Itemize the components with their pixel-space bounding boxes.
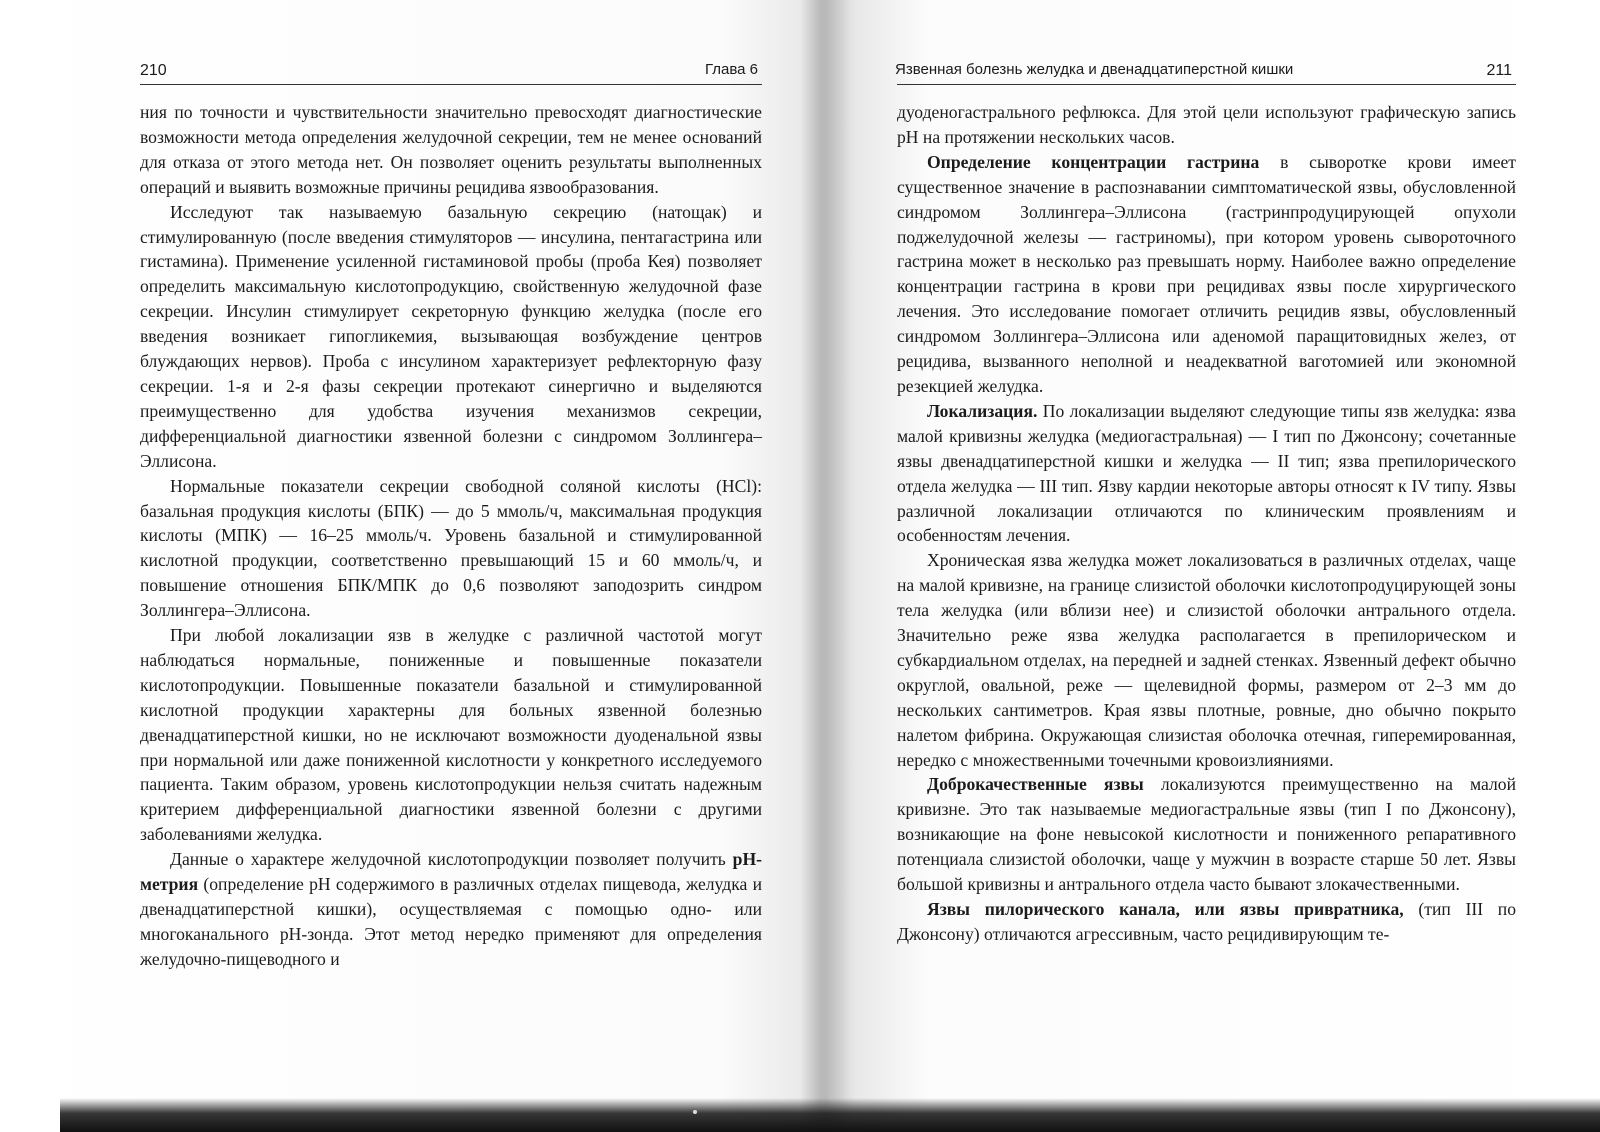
paragraph-text: дуоденогастрального рефлюкса. Для этой цели используют графическую запись рН на протяжении нескольких часов. — [897, 102, 1516, 147]
right-running-title: Язвенная болезнь желудка и двенадцатиперстной кишки — [895, 61, 1294, 78]
paragraph-text: Нормальные показатели секреции свободной соляной кислоты (HCl): базальная продукция кислоты (БПК) — до 5 ммоль/ч, максимальная продукция кислоты (МПК) — 16–25 ммоль/ч. Уровень базальной и стимулированной кислотной продукции, соответственно превышающий 15 и 60 ммоль/ч, и повышение отношения БПК/МПК до 0,6 позволяют заподозрить синдром Золлингера–Эллисона. — [140, 475, 762, 621]
paragraph — [897, 100, 1516, 150]
bold-term: Локализация. — [927, 400, 1038, 421]
right-body-text — [897, 100, 1516, 947]
paragraph-text: Данные о характере желудочной кислотопродукции позволяет получить — [170, 849, 733, 870]
paragraph — [897, 897, 1516, 947]
paragraph — [140, 100, 762, 200]
paragraph-text: (тип III по Джонсону) отличаются агрессивным, часто рецидивирующим те- — [897, 899, 1516, 944]
bold-term: рН-метрия — [140, 849, 762, 895]
paragraph-text: Исследуют так называемую базальную секрецию (натощак) и стимулированную (после введения стимуляторов — инсулина, пентагастрина или гистамина). Применение усиленной гистаминовой пробы (проба Кея) позволяет определить максимальную кислотопродукцию, свойственную желудочной фазе секреции. Инсулин стимулирует секреторную функцию желудка (после его введения возникает гипогликемия, вызывающая возбуждение центров блуждающих нервов). Проба с инсулином характеризует рефлекторную фазу секреции. 1-я и 2-я фазы секреции протекают синергично и выделяются преимущественно для удобства изучения механизмов секреции, дифференциальной диагностики язвенной болезни с синдромом Золлингера–Эллисона. — [140, 201, 762, 471]
paragraph-text: При любой локализации язв в желудке с различной частотой могут наблюдаться нормальные, пониженные и повышенные показатели кислотопродукции. Повышенные показатели базальной и стимулированной кислотной продукции характерны для больных язвенной болезнью двенадцатиперстной кишки, но не исключают возможности дуоденальной язвы при нормальной или даже пониженной кислотности у конкретного исследуемого пациента. Таким образом, уровень кислотопродукции нельзя считать надежным критерием дифференциальной диагностики язвенной болезни с другими заболеваниями желудка. — [140, 625, 762, 845]
bold-term: Определение концентрации гастрина — [927, 151, 1260, 172]
paragraph — [140, 200, 762, 474]
paragraph — [897, 772, 1516, 897]
paragraph-text: По локализации выделяют следующие типы язв желудка: язва малой кривизны желудка (медиогастральная) — I тип по Джонсону; сочетанные язвы двенадцатиперстной кишки и желудка — II тип; язва препилорического отдела желудка — III тип. Язву кардии некоторые авторы относят к IV типу. Язвы различной локализации отличаются по клиническим проявлениям и особенностям лечения. — [897, 400, 1516, 546]
paragraph-text: Хроническая язва желудка может локализоваться в различных отделах, чаще на малой кривизне, на границе слизистой оболочки кислотопродуцирующей зоны тела желудка (или вблизи нее) и слизистой оболочки антрального отдела. Значительно реже язва желудка располагается в препилорическом и субкардиальном отделах, на передней и задней стенках. Язвенный дефект обычно округлой, овальной, реже — щелевидной формы, размером от 2–3 мм до нескольких сантиметров. Края язвы плотные, ровные, дно обычно покрыто налетом фибрина. Окружающая слизистая оболочка отечная, гиперемированная, нередко с множественными точечными кровоизлияниями. — [897, 550, 1516, 770]
paragraph — [140, 847, 762, 972]
paragraph — [897, 150, 1516, 399]
bold-term: Язвы пилорического канала, или язвы привратника, — [927, 899, 1404, 919]
paragraph — [140, 623, 762, 847]
right-running-head — [897, 56, 1516, 85]
left-body-text — [140, 100, 762, 972]
right-page-number: 211 — [1486, 62, 1512, 79]
bottom-shadow — [60, 1098, 1600, 1132]
paragraph-text: в сыворотке крови имеет существенное значение в распознавании симптоматической язвы, обусловленной синдромом Золлингера–Эллисона (гастринпродуцирующей опухоли поджелудочной железы — гастриномы), при котором уровень сывороточного гастрина может в несколько раз превышать норму. Наиболее важно определение концентрации гастрина в крови при рецидивах язвы после хирургического лечения. Это исследование помогает отличить рецидив язвы, обусловленный синдромом Золлингера–Эллисона или аденомой паращитовидных желез, от рецидива, вызванного неполной и неадекватной ваготомией или экономной резекцией желудка. — [897, 151, 1516, 396]
paragraph-text: локализуются преимущественно на малой кривизне. Это так называемые медиогастральные язвы (тип I по Джонсону), возникающие на фоне невысокой кислотности и пониженного репаративного потенциала слизистой оболочки, чаще у мужчин в возрасте старше 50 лет. Язвы большой кривизны и антрального отдела часто бывают злокачественными. — [897, 774, 1517, 895]
paragraph — [897, 548, 1516, 772]
left-running-title: Глава 6 — [704, 61, 758, 78]
gutter-shadow — [800, 0, 850, 1132]
bold-term: Доброкачественные язвы — [927, 774, 1144, 795]
paragraph-text: (определение рН содержимого в различных отделах пищевода, желудка и двенадцатиперстной кишки), осуществляемая с помощью одно- или многоканального рН-зонда. Этот метод нередко применяют для определения желудочно-пищеводного и — [140, 874, 762, 969]
paragraph-text: ния по точности и чувствительности значительно превосходят диагностические возможности метода определения желудочной секреции, тем не менее оснований для отказа от этого метода нет. Он позволяет оценить результаты выполненных операций и выявить возможные причины рецидива язвообразования. — [140, 102, 762, 197]
speck — [693, 1110, 697, 1114]
left-page-number: 210 — [140, 62, 167, 79]
paragraph — [140, 474, 762, 623]
left-running-head — [140, 56, 762, 85]
paragraph — [897, 399, 1516, 548]
